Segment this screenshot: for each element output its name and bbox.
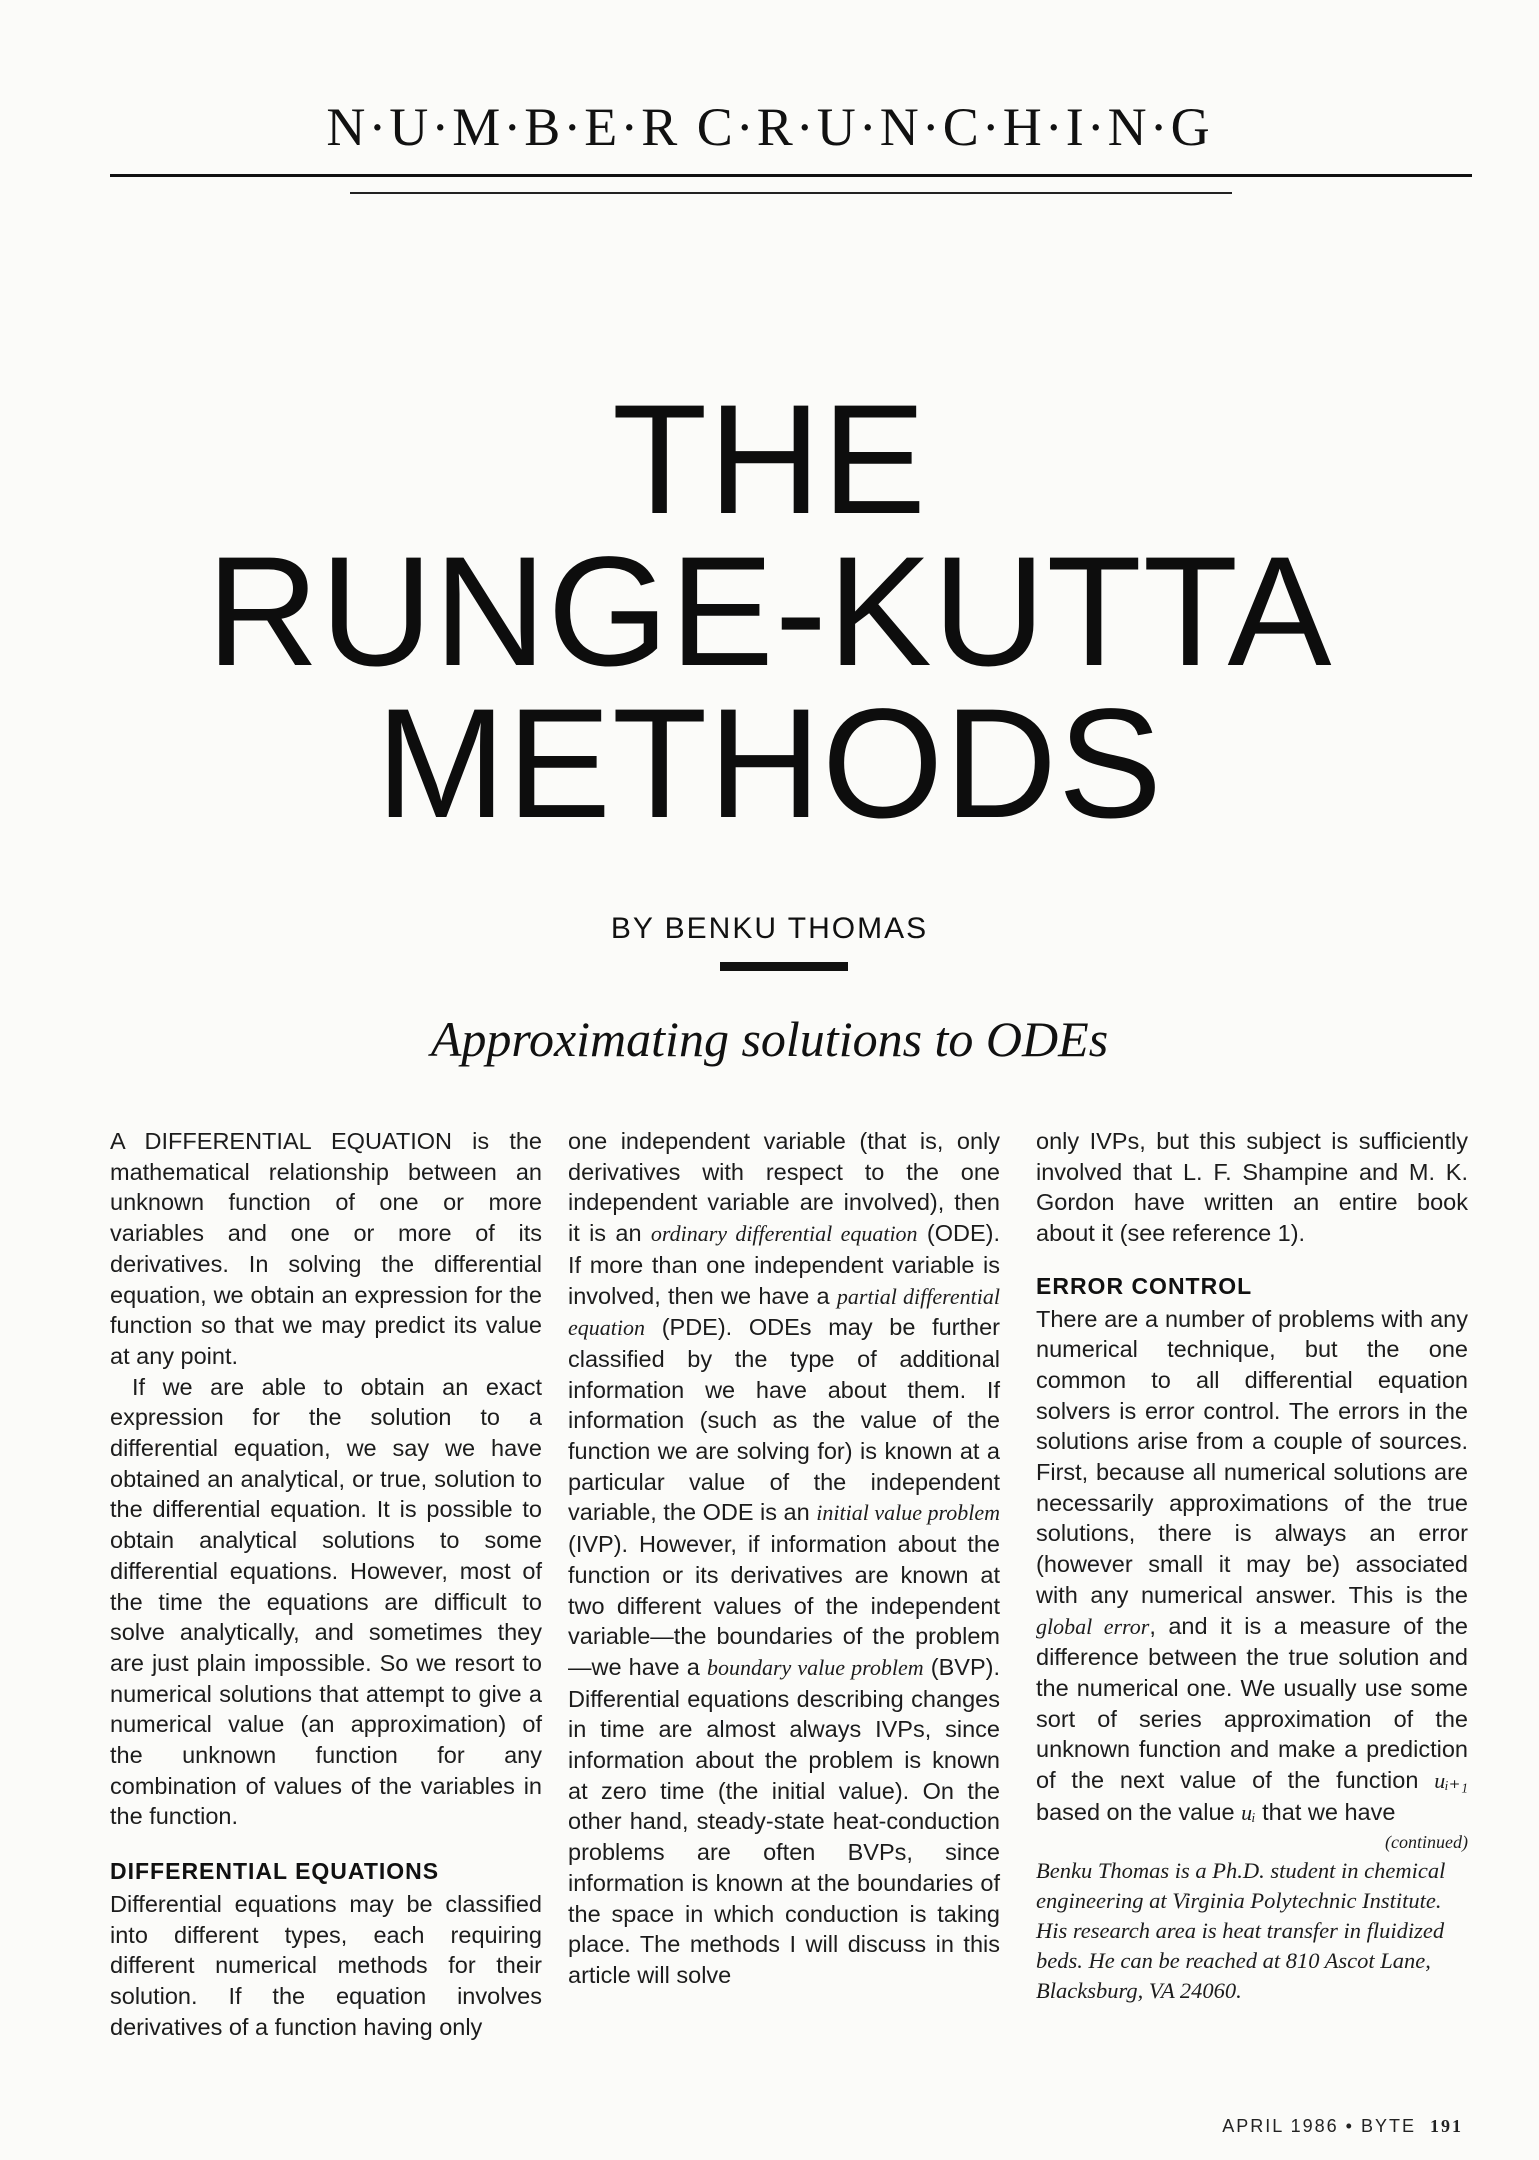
paragraph xyxy=(1036,1304,1468,1829)
column-1 xyxy=(110,1126,542,2042)
title-line: METHODS xyxy=(376,677,1163,851)
paragraph: Differential equations may be classified into different types, each requiring different numerical methods for their solution. If the equation involves derivatives of a function having only xyxy=(110,1890,542,2040)
article-title xyxy=(0,373,1539,851)
byline-bar xyxy=(720,962,848,971)
variable-u-i: uᵢ xyxy=(1241,1799,1256,1825)
header-rule-thick xyxy=(110,174,1472,177)
text-run: (IVP). However, if information about the function or its derivatives are known at two different values of the independent variable—the boundaries of the problem—we have a xyxy=(568,1531,1000,1680)
term-pde: partial differential equation xyxy=(568,1283,1000,1341)
term-ivp: initial value problem xyxy=(816,1500,1000,1526)
column-2 xyxy=(568,1126,1000,1991)
variable-u-i-plus-1: uᵢ₊₁ xyxy=(1434,1768,1469,1794)
byline: BY BENKU THOMAS xyxy=(610,912,929,945)
text-run: that we have xyxy=(1262,1798,1396,1825)
title-line: THE xyxy=(612,373,927,547)
text-run: (ODE). If more than one independent variable is involved, then we have a xyxy=(568,1220,1000,1309)
paragraph xyxy=(568,1126,1000,1991)
text-run: , and it is a measure of the difference between the true solution and the numerical one. We usually use some sort of series approximation of the unknown function and make a prediction of the next value of the function xyxy=(1036,1612,1468,1794)
term-ode: ordinary differential equation xyxy=(650,1221,918,1247)
deck: Approximating solutions to ODEs xyxy=(430,1011,1109,1067)
column-3 xyxy=(1036,1126,1468,2006)
page-footer xyxy=(1222,2116,1463,2137)
continued-label: (continued) xyxy=(1385,1832,1468,1853)
page-number: 191 xyxy=(1430,2116,1463,2136)
paragraph: If we are able to obtain an exact expression for the solution to a differential equation, we say we have obtained an analytical, or true, solution to the differential equation. It is possible to obtain analytical solutions to some differential equations. However, most of the time the equations are difficult to solve analytically, and sometimes they are just plain impossible. So we resort to numerical solutions that attempt to give a numerical value (an approximation) of the unknown function for any combination of values of the variables in the function. xyxy=(110,1373,542,1830)
paragraph: only IVPs, but this subject is sufficiently involved that L. F. Shampine and M. K. Gordon have written an entire book about it (see reference 1). xyxy=(1036,1128,1468,1247)
term-bvp: boundary value problem xyxy=(706,1654,924,1680)
subhead-error-control: ERROR CONTROL xyxy=(1036,1272,1253,1299)
text-run: (PDE). ODEs may be further classified by the type of additional information we have about them. If information (such as the value of the function we are solving for) is known at a particular value of the independent variable, the ODE is an xyxy=(568,1314,1001,1526)
department-header: N·U·M·B·E·R C·R·U·N·C·H·I·N·G xyxy=(326,97,1213,157)
issue-label: APRIL 1986 • BYTE xyxy=(1222,2116,1416,2136)
subhead-differential-equations: DIFFERENTIAL EQUATIONS xyxy=(110,1858,440,1885)
term-global-error: global error xyxy=(1036,1613,1150,1639)
text-run: (BVP). Differential equations describing changes in time are almost always IVPs, since information about the problem is known at zero time (the initial value). On the other hand, steady-state heat-conduction problems are often BVPs, since information is known at the boundaries of the space in which conduction is taking place. The methods I will discuss in this article will solve xyxy=(568,1653,1001,1988)
text-run: one independent variable (that is, only derivatives with respect to the one independent variable are involved), then it is an xyxy=(568,1128,1000,1247)
header-rule-thin xyxy=(350,192,1232,194)
text-run: There are a number of problems with any numerical technique, but the one common to all differential equation solvers is error control. The errors in the solutions arise from a couple of sources. First, because all numerical solutions are necessarily approximations of the true solutions, there is always an error (however small it may be) associated with any numerical answer. This is the xyxy=(1036,1305,1468,1608)
paragraph: A DIFFERENTIAL EQUATION is the mathematical relationship between an unknown function of one or more variables and one or more of its derivatives. In solving the differential equation, we obtain an expression for the function so that we may predict its value at any point. xyxy=(110,1128,542,1369)
text-run: based on the value xyxy=(1036,1798,1235,1825)
author-bio: Benku Thomas is a Ph.D. student in chemical engineering at Virginia Polytechnic Institute. His research area is heat transfer in fluidized beds. He can be reached at 810 Ascot Lane, Blacksburg, VA 24060. xyxy=(1036,1858,1446,2004)
title-line: RUNGE-KUTTA xyxy=(206,525,1333,699)
